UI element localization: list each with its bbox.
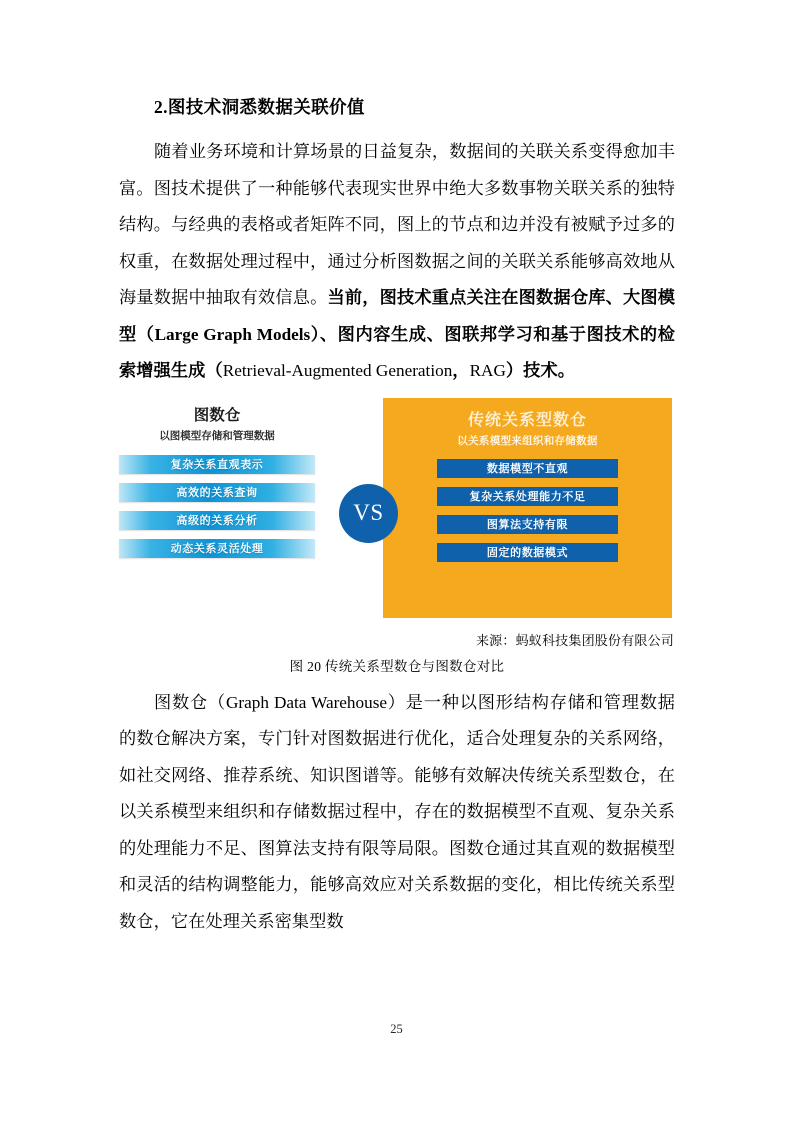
paragraph-intro bbox=[119, 134, 675, 390]
term-large-graph-models: Large Graph Models bbox=[154, 324, 311, 344]
left-panel-item-label: 高效的关系查询 bbox=[176, 487, 258, 499]
term-rag: RAG bbox=[469, 361, 506, 380]
term-graph-data-warehouse: Graph Data Warehouse bbox=[226, 692, 388, 712]
paragraph-graph-warehouse-after: ）是一种以图形结构存储和管理数据的数仓解决方案，专门针对图数据进行优化，适合处理复杂的关系网络，如社交网络、推荐系统、知识图谱等。能够有效解决传统关系型数仓，在以关系模型来组织和存储数据过程中，存在的数据模型不直观、复杂关系的处理能力不足、图算法支持有限等局限。图数仓通过其直观的数据模型和灵活的结构调整能力，能够高效应对关系数据的变化，相比传统关系型数仓，它在处理关系密集型数 bbox=[119, 692, 675, 931]
left-panel-item-label: 复杂关系直观表示 bbox=[170, 459, 264, 471]
figure-left-panel bbox=[119, 402, 315, 592]
left-panel-item-label: 动态关系灵活处理 bbox=[170, 543, 264, 555]
left-panel-item bbox=[119, 539, 315, 558]
figure-caption: 图 20 传统关系型数仓与图数仓对比 bbox=[289, 658, 505, 674]
right-panel-title: 传统关系型数仓 bbox=[467, 411, 587, 429]
paragraph-intro-normal: 随着业务环境和计算场景的日益复杂，数据间的关联关系变得愈加丰富。图技术提供了一种能够代表现实世界中绝大多数事物关联关系的独特结构。与经典的表格或者矩阵不同，图上的节点和边并没有被赋予过多的权重，在数据处理过程中，通过分析图数据之间的关联关系能够高效地从海量数据中抽取有效信息。 bbox=[119, 142, 675, 307]
page-number: 25 bbox=[390, 1022, 403, 1036]
term-retrieval-augmented-generation: Retrieval-Augmented Generation bbox=[222, 361, 453, 380]
paragraph-graph-warehouse-before: 图数仓（ bbox=[154, 692, 226, 712]
right-panel-item-label: 复杂关系处理能力不足 bbox=[469, 491, 586, 503]
left-panel-title: 图数仓 bbox=[193, 406, 241, 424]
right-panel-item-list bbox=[383, 459, 672, 562]
left-panel-item bbox=[119, 511, 315, 530]
vs-badge bbox=[339, 484, 398, 543]
vs-badge-label: VS bbox=[353, 500, 384, 525]
paragraph-intro-bold-b: ）、图内容生成、图联邦学习和基于图技术的检索增强生成（ bbox=[119, 324, 675, 380]
paragraph-graph-warehouse bbox=[119, 685, 675, 941]
right-panel-item bbox=[437, 543, 618, 562]
figure-comparison bbox=[119, 398, 675, 626]
left-panel-subtitle: 以图模型存储和管理数据 bbox=[159, 429, 275, 442]
left-panel-item-label: 高级的关系分析 bbox=[176, 515, 258, 527]
page-content bbox=[119, 92, 675, 940]
right-panel-item-label: 数据模型不直观 bbox=[486, 463, 569, 475]
figure-right-panel bbox=[383, 398, 672, 618]
right-panel-subtitle: 以关系模型来组织和存储数据 bbox=[457, 434, 598, 447]
right-panel-item bbox=[437, 515, 618, 534]
right-panel-item-label: 图算法支持有限 bbox=[486, 519, 569, 531]
right-panel-item bbox=[437, 459, 618, 478]
right-panel-item-label: 固定的数据模式 bbox=[486, 547, 569, 559]
section-heading: 2.图技术洞悉数据关联价值 bbox=[154, 97, 365, 117]
paragraph-intro-bold-a: 当前，图技术重点关注在图数据仓库、大图模型（ bbox=[119, 288, 675, 344]
left-panel-item bbox=[119, 455, 315, 474]
paragraph-intro-bold-d: ）技术。 bbox=[505, 361, 576, 380]
left-panel-item-list bbox=[119, 455, 315, 558]
paragraph-intro-bold-c: ， bbox=[452, 361, 470, 380]
right-panel-item bbox=[437, 487, 618, 506]
figure-source: 来源：蚂蚁科技集团股份有限公司 bbox=[475, 632, 674, 648]
left-panel-item bbox=[119, 483, 315, 502]
